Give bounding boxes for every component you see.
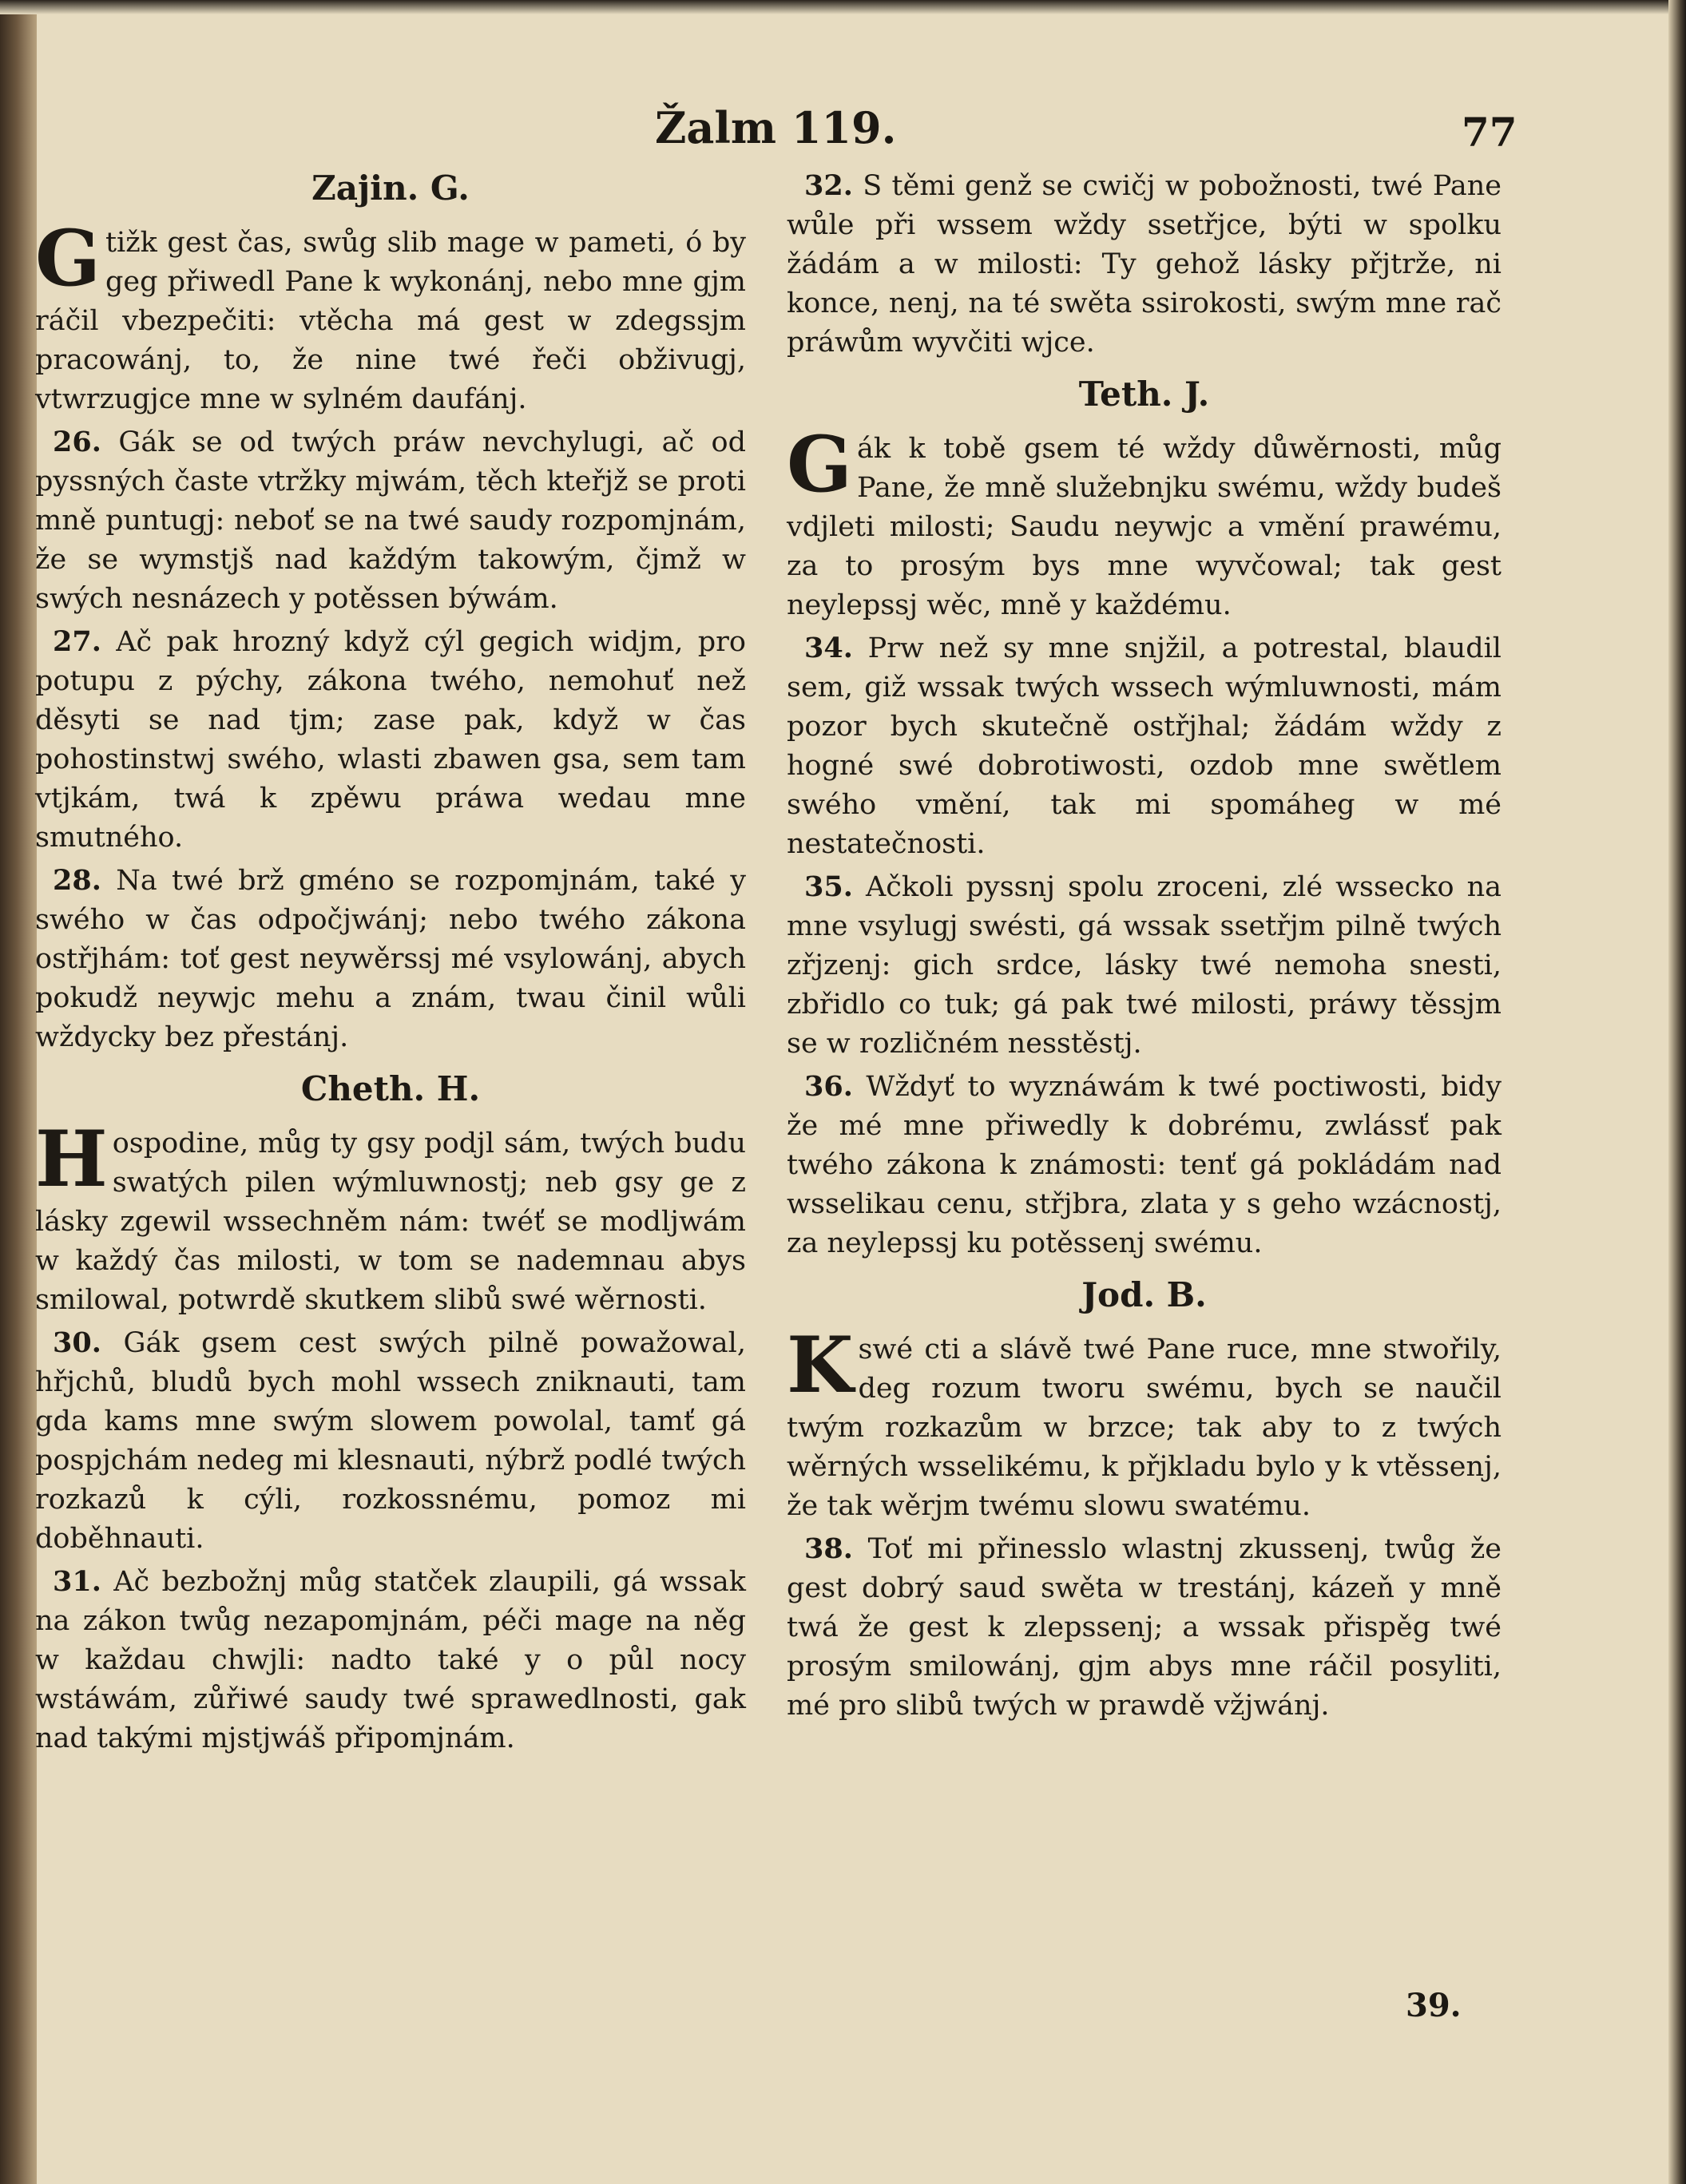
left-column bbox=[35, 166, 746, 1762]
verse-30 bbox=[35, 1323, 746, 1559]
page-top-shadow bbox=[0, 0, 1686, 14]
verse-number: 35. bbox=[804, 870, 853, 903]
page-edge-shadow bbox=[1668, 0, 1686, 2184]
verse-number: 27. bbox=[53, 625, 101, 658]
verse-28 bbox=[35, 861, 746, 1057]
section-heading-zajin: Zajin. G. bbox=[311, 168, 470, 208]
verse-text: S těmi genž se cwičj w pobožnosti, twé Pane wůle při wssem wždy ssetřjce, býti w spolku žádám a w milosti: Ty gehož lásky přjtrže, ni konce, nenj, na té swěta ssirokosti, swým mne rač práwům wyvčiti wjce. bbox=[787, 170, 1502, 359]
verse-text: swé cti a slávě twé Pane ruce, mne stwořily, deg rozum tworu swému, bych se naučil twým rozkazům w brzce; tak aby to z twých wěrných wsselikému, k přjkladu bylo y k vtěssenj, že tak wěrjm twému slowu swatému. bbox=[787, 1334, 1502, 1522]
verse-text: Wždyť to wyznáwám k twé poctiwosti, bidy že mé mne přiwedly k dobrému, zwlássť pak twého zákona k známosti: tenť gá pokládám nad wsselikau cenu, střjbra, zlata y s geho wzácnostj, za neylepssj ku potěssenj swému. bbox=[787, 1071, 1502, 1259]
verse-number: 36. bbox=[804, 1070, 853, 1103]
verse-27 bbox=[35, 622, 746, 858]
verse-text: ospodine, můg ty gsy podjl sám, twých budu swatých pilen wýmluwnostj; neb gsy ge z lásky zgewil wssechněm nám: twéť se modljwám w každý čas milosti, w tom se nademnau abys smilowal, potwrdě skutkem slibů swé wěrnosti. bbox=[35, 1128, 746, 1316]
verse-text: Toť mi přinesslo wlastnj zkussenj, twůg že gest dobrý saud swěta w trestánj, kázeň y mně twá že gest k zlepssenj; a wssak přispěg twé prosým smilowánj, gjm abys mne ráčil posyliti, mé pro slibů twých w prawdě vžjwánj. bbox=[787, 1533, 1502, 1722]
drop-cap: G bbox=[787, 419, 852, 509]
verse-33 bbox=[787, 419, 1502, 625]
verse-number: 34. bbox=[804, 632, 853, 664]
verse-36 bbox=[787, 1067, 1502, 1263]
verse-26 bbox=[35, 422, 746, 619]
drop-cap: H bbox=[35, 1114, 108, 1204]
verse-number: 32. bbox=[804, 169, 853, 202]
verse-text: Na twé brž gméno se rozpomjnám, také y swého w čas odpočjwánj; nebo twého zákona ostřjhám: toť gest neywěrssj mé vsylowánj, abych pokudž neywjc mehu a znám, twau činil wůli wždycky bez přestánj. bbox=[35, 865, 746, 1053]
verse-text: Gák gsem cest swých pilně powažowal, hřjchů, bludů bych mohl wssech zniknauti, tam gda kams mne swým slowem powolal, tamť gá pospjchám nedeg mi klesnauti, nýbrž podlé twých rozkazů k cýli, rozkossnému, pomoz mi doběhnauti. bbox=[35, 1327, 746, 1555]
verse-number: 26. bbox=[53, 426, 101, 458]
verse-38 bbox=[787, 1529, 1502, 1726]
verse-text: Ač pak hrozný když cýl gegich widjm, pro potupu z pýchy, zákona twého, nemohuť než děsyti se nad tjm; zase pak, když w čas pohostinstwj swého, wlasti zbawen gsa, sem tam vtjkám, twá k zpěwu práwa wedau mne smutného. bbox=[35, 626, 746, 854]
section-heading-jod: Jod. B. bbox=[1081, 1275, 1207, 1314]
verse-number: 31. bbox=[53, 1565, 101, 1598]
drop-cap: G bbox=[35, 213, 101, 303]
catchword: 39. bbox=[1406, 1987, 1462, 2024]
verse-number: 30. bbox=[53, 1326, 101, 1359]
verse-31 bbox=[35, 1562, 746, 1758]
verse-37 bbox=[787, 1320, 1502, 1526]
verse-number: 38. bbox=[804, 1532, 853, 1565]
verse-text: Ač bezbožnj můg statček zlaupili, gá wssak na zákon twůg nezapomjnám, péči mage na něg w každau chwjli: nadto také y o půl nocy wstáwám, zůřiwé saudy twé sprawedlnosti, gak nad takými mjstjwáš připomjnám. bbox=[35, 1566, 746, 1754]
verse-32 bbox=[787, 166, 1502, 363]
page-number: 77 bbox=[1462, 109, 1517, 156]
section-heading-cheth: Cheth. H. bbox=[300, 1069, 481, 1108]
verse-text: ák k tobě gsem té wždy důwěrnosti, můg Pane, že mně služebnjku swému, wždy budeš vdjleti milosti; Saudu neywjc a vmění prawému, za to prosým bys mne wyvčowal; tak gest neylepssj wěc, mně y každému. bbox=[787, 433, 1502, 621]
binding-gutter bbox=[0, 0, 37, 2184]
running-head: Žalm 119. bbox=[655, 102, 897, 153]
right-column bbox=[787, 166, 1502, 1729]
verse-29 bbox=[35, 1114, 746, 1320]
verse-text: Prw než sy mne snjžil, a potrestal, blaudil sem, giž wssak twých wssech wýmluwnosti, mám pozor bych skutečně ostřjhal; žádám wždy z hogné swé dobrotiwosti, ozdob mne swětlem swého vmění, tak mi spomáheg w mé nestatečnosti. bbox=[787, 632, 1502, 860]
drop-cap: K bbox=[787, 1320, 854, 1410]
verse-number: 28. bbox=[53, 864, 101, 897]
verse-34 bbox=[787, 628, 1502, 864]
verse-text: Ačkoli pyssnj spolu zroceni, zlé wssecko na mne vsylugj swésti, gá wssak ssetřjm pilně twých zřjzenj: gich srdce, lásky twé nemoha snesti, zbřidlo co tuk; gá pak twé milosti, práwy těssjm se w rozličném nesstěstj. bbox=[787, 871, 1502, 1060]
verse-35 bbox=[787, 867, 1502, 1064]
verse-text: tižk gest čas, swůg slib mage w pameti, ó by geg přiwedl Pane k wykonánj, nebo mne gjm ráčil vbezpečiti: vtěcha má gest w zdegssjm pracowánj, to, že nine twé řeči obživugj, vtwrzugjce mne w sylném daufánj. bbox=[35, 227, 746, 415]
section-heading-teth: Teth. J. bbox=[1078, 375, 1210, 414]
verse-25 bbox=[35, 213, 746, 419]
verse-text: Gák se od twých práw nevchylugi, ač od pyssných časte vtržky mjwám, těch kteřjž se proti mně puntugj: neboť se na twé saudy rozpomjnám, že se wymstjš nad každým takowým, čjmž w swých nesnázech y potěssen býwám. bbox=[35, 426, 746, 615]
